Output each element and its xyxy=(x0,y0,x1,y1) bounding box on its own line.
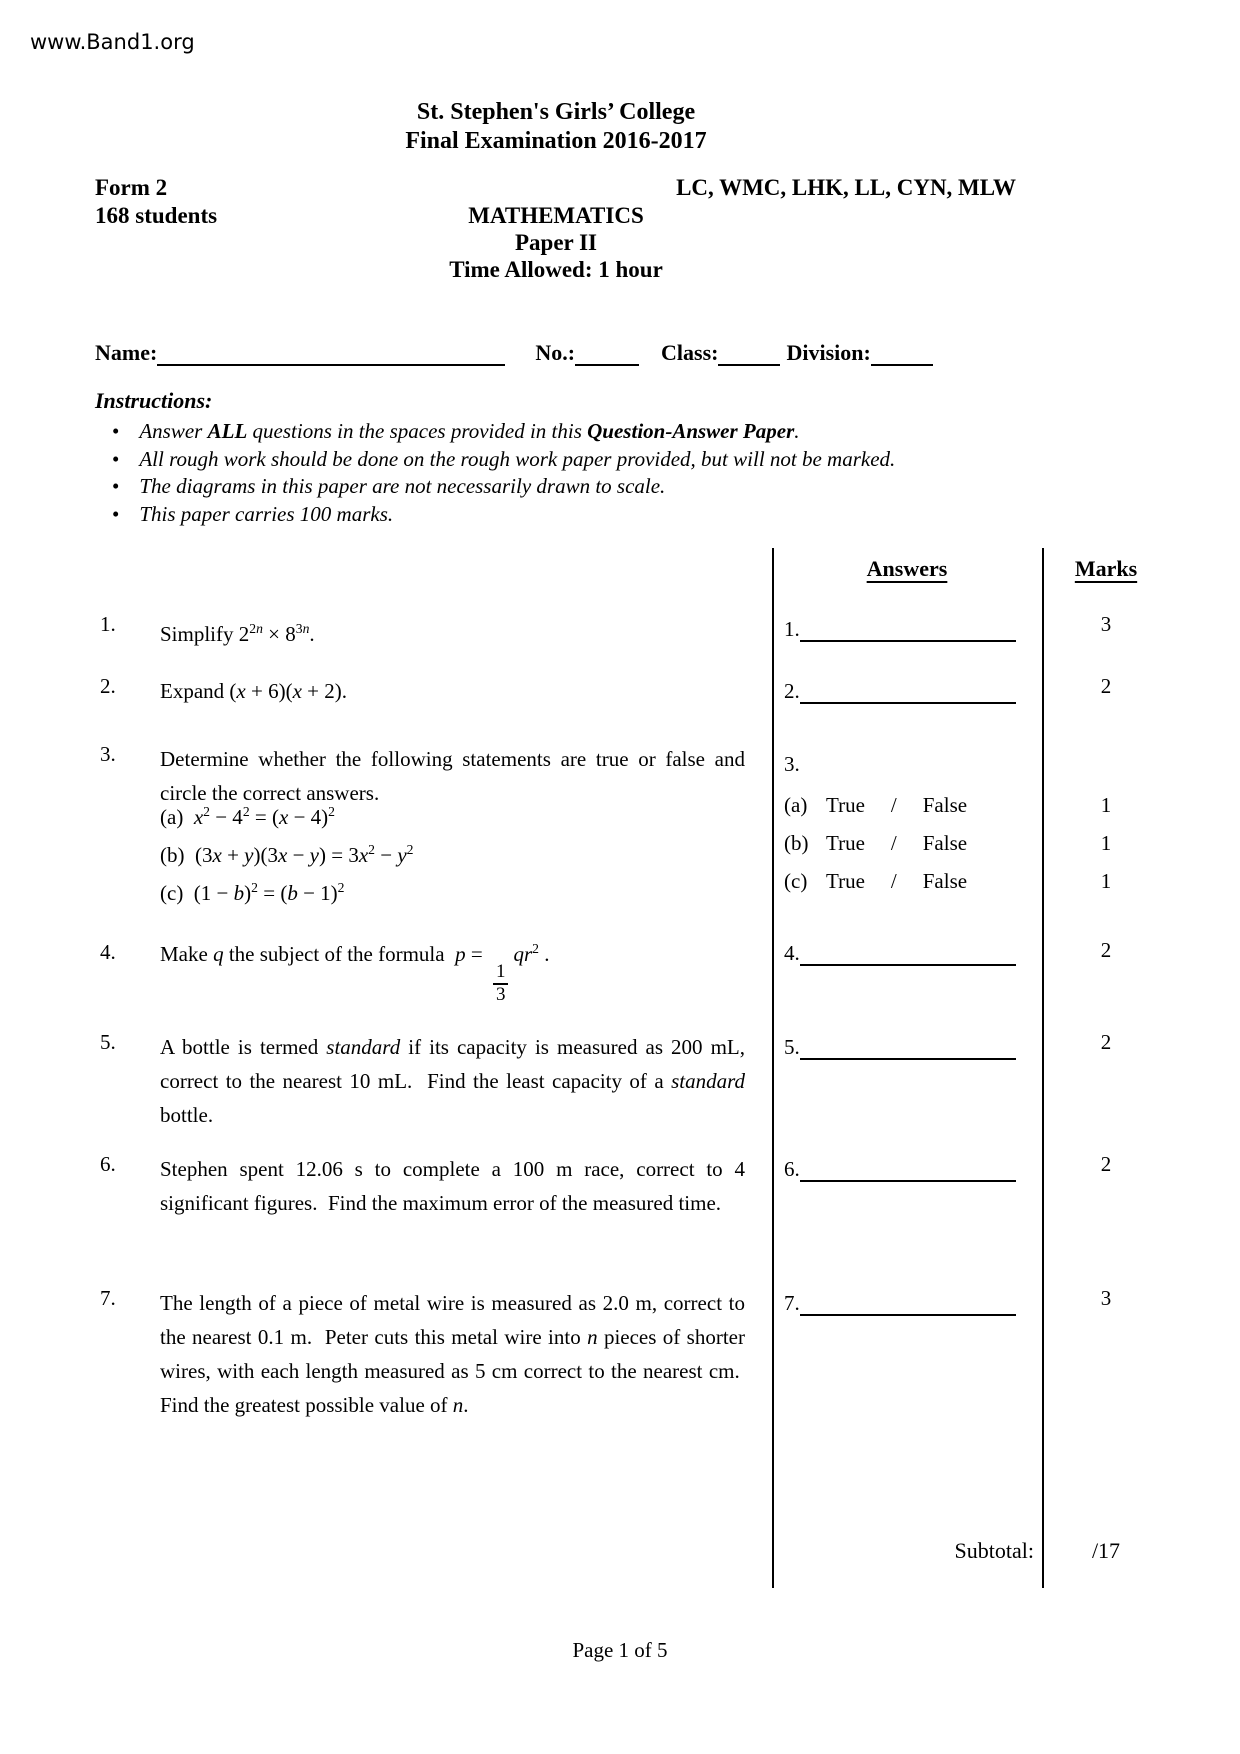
question-marks: 1 xyxy=(1100,793,1112,817)
instruction-text: • Answer ALL questions in the spaces provided in this Question-Answer Paper. xyxy=(139,419,800,443)
answer-blank-line xyxy=(800,1034,1016,1060)
answers-column-divider xyxy=(772,548,774,1588)
instruction-text: • The diagrams in this paper are not necessarily drawn to scale. xyxy=(139,474,666,498)
answer-blank-line xyxy=(800,940,1016,966)
instruction-item xyxy=(112,473,1072,501)
answer-line xyxy=(784,940,1016,966)
answer-label: 3. xyxy=(784,752,800,776)
form-label: Form 2 xyxy=(95,175,168,200)
student-count: 168 students xyxy=(95,203,218,228)
answer-label: 2. xyxy=(784,679,800,703)
division-label: Division: xyxy=(786,340,871,365)
part-label: (a) xyxy=(784,793,808,817)
class-label: Class: xyxy=(661,340,719,365)
student-info-row xyxy=(95,340,973,366)
part-label: (b) xyxy=(784,831,809,855)
name-blank-line xyxy=(157,340,505,366)
question-marks: 2 xyxy=(1100,1030,1112,1054)
instruction-item xyxy=(112,446,1072,474)
true-option: True xyxy=(826,793,865,817)
no-label: No.: xyxy=(535,340,576,365)
answer-blank-line xyxy=(800,616,1016,642)
school-name: St. Stephen's Girls’ College xyxy=(416,99,696,125)
division-blank-line xyxy=(871,340,933,366)
false-option: False xyxy=(922,869,968,893)
name-label: Name: xyxy=(95,340,158,365)
question-marks: 1 xyxy=(1100,831,1112,855)
slash-separator: / xyxy=(890,869,897,893)
answer-line xyxy=(784,678,1016,704)
question-text: Make q the subject of the formula p = $\frac{1}{3}$ $qr^2$ . xyxy=(160,941,550,1006)
true-false-row xyxy=(784,793,967,818)
question-text: Stephen spent 12.06 s to complete a 100 m race, correct to 4 significant figures. Find the maximum error of the measured time. xyxy=(160,1157,745,1215)
answers-column-header: Answers xyxy=(866,556,948,581)
question-marks: 1 xyxy=(1100,869,1112,893)
answer-label: 4. xyxy=(784,941,800,965)
instruction-text: • All rough work should be done on the rough work paper provided, but will not be marked. xyxy=(139,446,896,471)
class-codes: LC, WMC, LHK, LL, CYN, MLW xyxy=(676,175,1016,200)
answer-label: 5. xyxy=(784,1035,800,1059)
watermark-text: www.Band1.org xyxy=(30,30,195,54)
question-number: 2. xyxy=(100,674,116,698)
answer-label: 7. xyxy=(784,1291,800,1315)
page-number: Page 1 of 5 xyxy=(572,1638,668,1662)
question-number: 7. xyxy=(100,1286,116,1310)
subject-title: MATHEMATICS xyxy=(468,203,644,228)
question-text: Determine whether the following statements are true or false and circle the correct answers. xyxy=(160,747,745,805)
answer-line xyxy=(784,1156,1016,1182)
marks-column-divider xyxy=(1042,548,1044,1588)
instructions-list xyxy=(112,418,1072,528)
question-number: 3. xyxy=(100,742,116,766)
question-number: 5. xyxy=(100,1030,116,1054)
question-text: Simplify $2^{2n} \times 8^{3n}$. xyxy=(160,621,315,646)
exam-title-block xyxy=(0,98,1112,156)
question-number: 4. xyxy=(100,940,116,964)
answer-line xyxy=(784,1290,1016,1316)
subtotal-label: Subtotal: xyxy=(954,1538,1034,1563)
false-option: False xyxy=(922,831,968,855)
instructions-heading: Instructions: xyxy=(95,388,213,413)
question-part-c: (c) $(1 - b)^2 = (b - 1)^2$ xyxy=(160,880,345,905)
answer-line xyxy=(784,1034,1016,1060)
question-number: 1. xyxy=(100,612,116,636)
answer-blank-line xyxy=(800,1156,1016,1182)
part-label: (c) xyxy=(784,869,808,893)
class-blank-line xyxy=(718,340,780,366)
answer-line xyxy=(784,616,1016,642)
answer-blank-line xyxy=(800,1290,1016,1316)
question-marks: 2 xyxy=(1100,674,1112,698)
instruction-text: • This paper carries 100 marks. xyxy=(139,501,394,526)
instruction-item xyxy=(112,501,1072,529)
slash-separator: / xyxy=(890,831,897,855)
question-marks: 2 xyxy=(1100,938,1112,962)
time-allowed: Time Allowed: 1 hour xyxy=(449,257,663,282)
instruction-item xyxy=(112,418,1072,446)
true-false-row xyxy=(784,869,967,894)
marks-column-header: Marks xyxy=(1074,556,1138,581)
question-number: 6. xyxy=(100,1152,116,1176)
question-part-b: (b) $(3x + y)(3x - y) = 3x^2 - y^2$ xyxy=(160,842,414,867)
answer-label: 1. xyxy=(784,617,800,641)
answer-label: 6. xyxy=(784,1157,800,1181)
paper-number: Paper II xyxy=(515,230,597,255)
slash-separator: / xyxy=(890,793,897,817)
true-option: True xyxy=(826,869,865,893)
subtotal-value: /17 xyxy=(1091,1538,1121,1563)
question-marks: 2 xyxy=(1100,1152,1112,1176)
true-option: True xyxy=(826,831,865,855)
true-false-row xyxy=(784,831,967,856)
question-marks: 3 xyxy=(1100,612,1112,636)
question-text: A bottle is termed standard if its capacity is measured as 200 mL, correct to the nearest 10 mL. Find the least capacity of a standard bottle. xyxy=(160,1035,745,1127)
question-marks: 3 xyxy=(1100,1286,1112,1310)
exam-session: Final Examination 2016-2017 xyxy=(405,128,707,154)
no-blank-line xyxy=(575,340,639,366)
answer-blank-line xyxy=(800,678,1016,704)
question-text: The length of a piece of metal wire is measured as 2.0 m, correct to the nearest 0.1 m. Peter cuts this metal wire into n pieces of shorter wires, with each length measured as 5 cm correct to the nearest cm. Find the greatest possible value of n. xyxy=(160,1291,745,1417)
question-part-a: (a) $x^2 - 4^2 = (x - 4)^2$ xyxy=(160,804,335,829)
false-option: False xyxy=(922,793,968,817)
question-text: Expand (x + 6)(x + 2). xyxy=(160,679,347,703)
